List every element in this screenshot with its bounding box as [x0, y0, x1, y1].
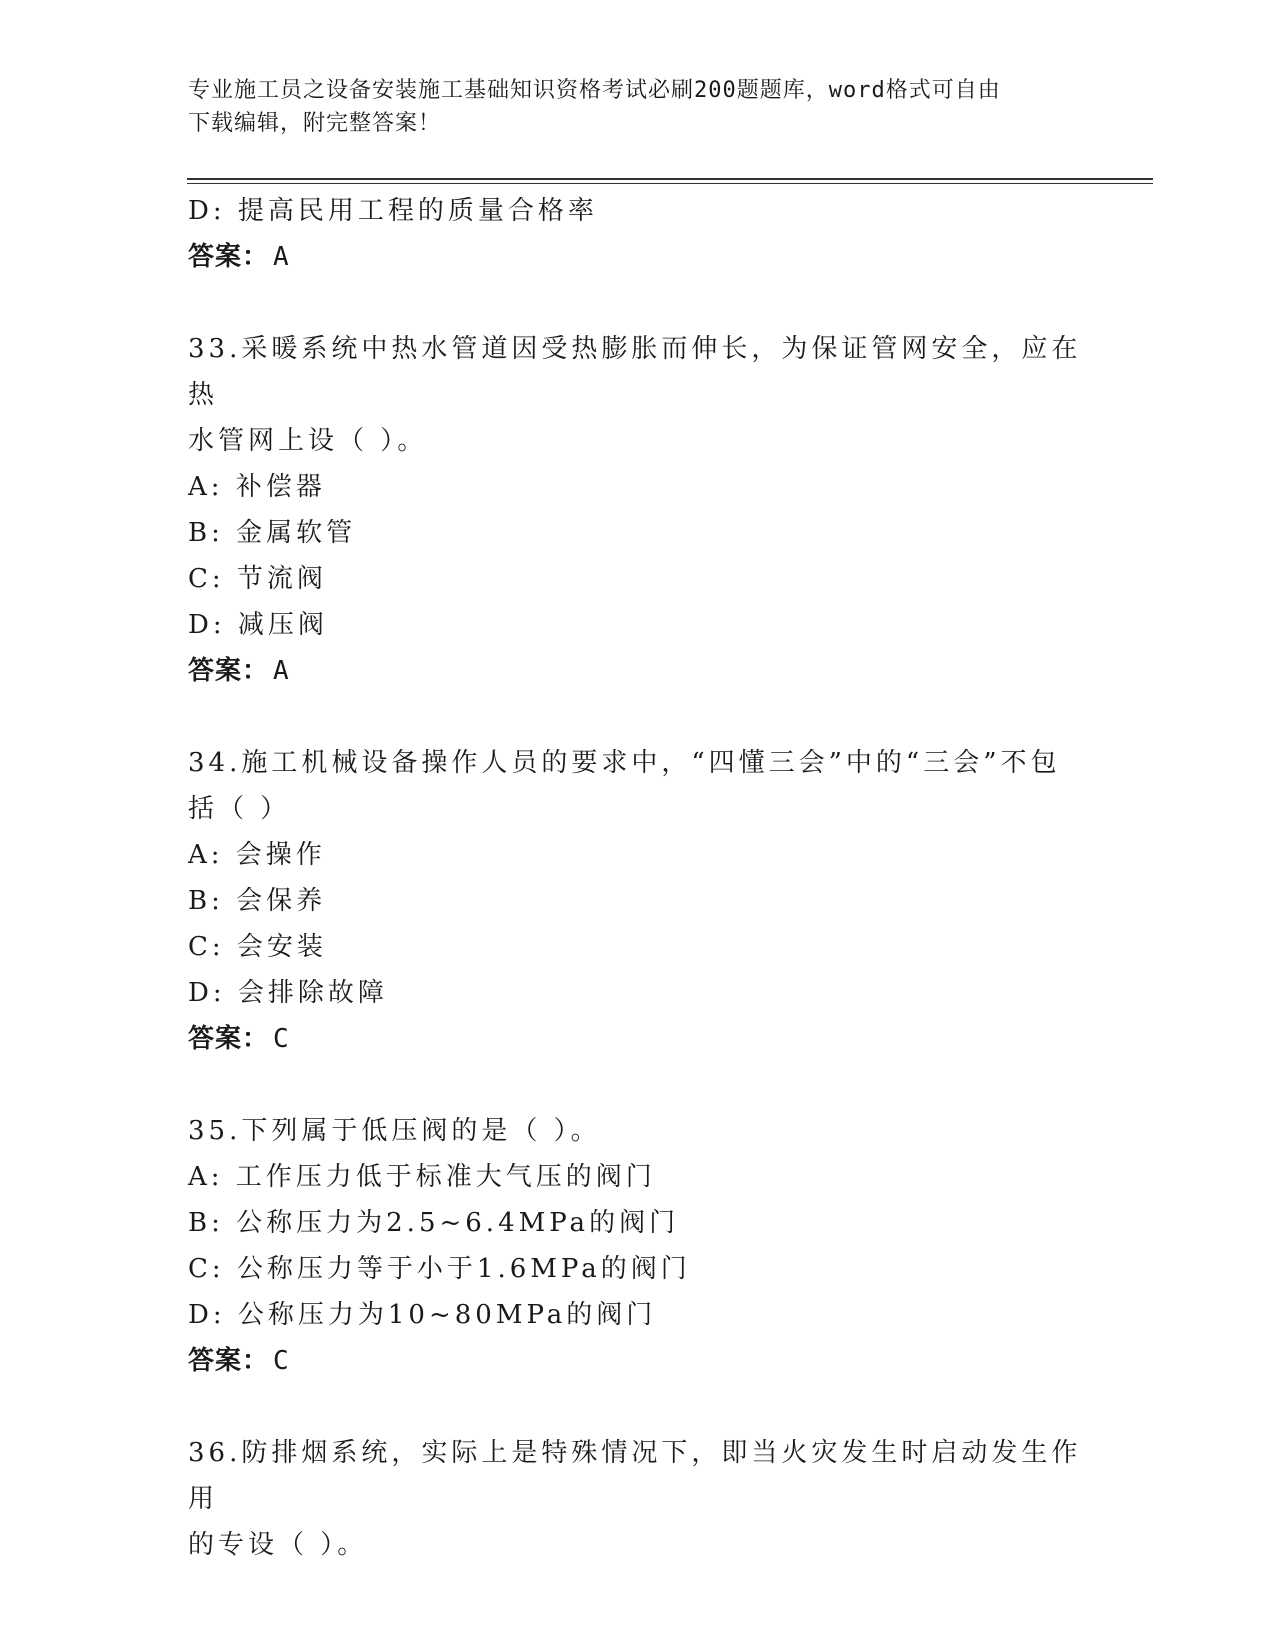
- option-b: B: 会保养: [188, 886, 327, 916]
- answer-value: A: [273, 242, 290, 272]
- option-b: B: 公称压力为2.5~6.4MPa的阀门: [188, 1208, 680, 1238]
- option-c: C: 公称压力等于小于1.6MPa的阀门: [188, 1254, 691, 1284]
- option-d: D: 减压阀: [188, 610, 328, 640]
- question-title-line-2: 水管网上设（ ）。: [188, 426, 428, 456]
- answer-label: 答案：: [188, 656, 270, 686]
- question-32-tail: [188, 188, 1088, 280]
- option-b: B: 金属软管: [188, 518, 357, 548]
- spacer: [188, 280, 1088, 326]
- document-header: [188, 74, 1088, 140]
- option-a: A: 工作压力低于标准大气压的阀门: [188, 1162, 656, 1192]
- header-line-2: 下载编辑，附完整答案！: [188, 111, 442, 136]
- question-title-line-1: 35.下列属于低压阀的是（ ）。: [188, 1116, 601, 1146]
- option-c: C: 节流阀: [188, 564, 327, 594]
- answer-line: [188, 1338, 1088, 1384]
- question-35: [188, 1108, 1088, 1384]
- answer-line: [188, 648, 1088, 694]
- answer-value: A: [273, 656, 290, 686]
- answer-line: [188, 1016, 1088, 1062]
- document-body: [188, 188, 1088, 1568]
- question-title-line-1: 34.施工机械设备操作人员的要求中，“四懂三会”中的“三会”不包: [188, 748, 1061, 778]
- question-33: [188, 326, 1088, 694]
- spacer: [188, 694, 1088, 740]
- answer-value: C: [273, 1024, 290, 1054]
- answer-label: 答案：: [188, 1024, 270, 1054]
- option-a: A: 补偿器: [188, 472, 326, 502]
- header-line-1: 专业施工员之设备安装施工基础知识资格考试必刷200题题库，word格式可自由: [188, 78, 1001, 103]
- question-title-line-2: 括（ ）: [188, 794, 291, 824]
- option-a: A: 会操作: [188, 840, 326, 870]
- option-d: D: 提高民用工程的质量合格率: [188, 196, 598, 226]
- question-title-line-1: 33.采暖系统中热水管道因受热膨胀而伸长，为保证管网安全，应在热: [188, 334, 1082, 410]
- answer-value: C: [273, 1346, 290, 1376]
- answer-line: [188, 234, 1088, 280]
- header-rule-thin: [187, 183, 1153, 184]
- question-34: [188, 740, 1088, 1062]
- spacer: [188, 1062, 1088, 1108]
- spacer: [188, 1384, 1088, 1430]
- header-rule-thick: [187, 178, 1153, 180]
- question-title-line-2: 的专设（ ）。: [188, 1530, 368, 1560]
- answer-label: 答案：: [188, 242, 270, 272]
- option-c: C: 会安装: [188, 932, 327, 962]
- option-d: D: 会排除故障: [188, 978, 388, 1008]
- question-36: [188, 1430, 1088, 1568]
- question-title-line-1: 36.防排烟系统，实际上是特殊情况下，即当火灾发生时启动发生作用: [188, 1438, 1082, 1514]
- option-d: D: 公称压力为10~80MPa的阀门: [188, 1300, 657, 1330]
- answer-label: 答案：: [188, 1346, 270, 1376]
